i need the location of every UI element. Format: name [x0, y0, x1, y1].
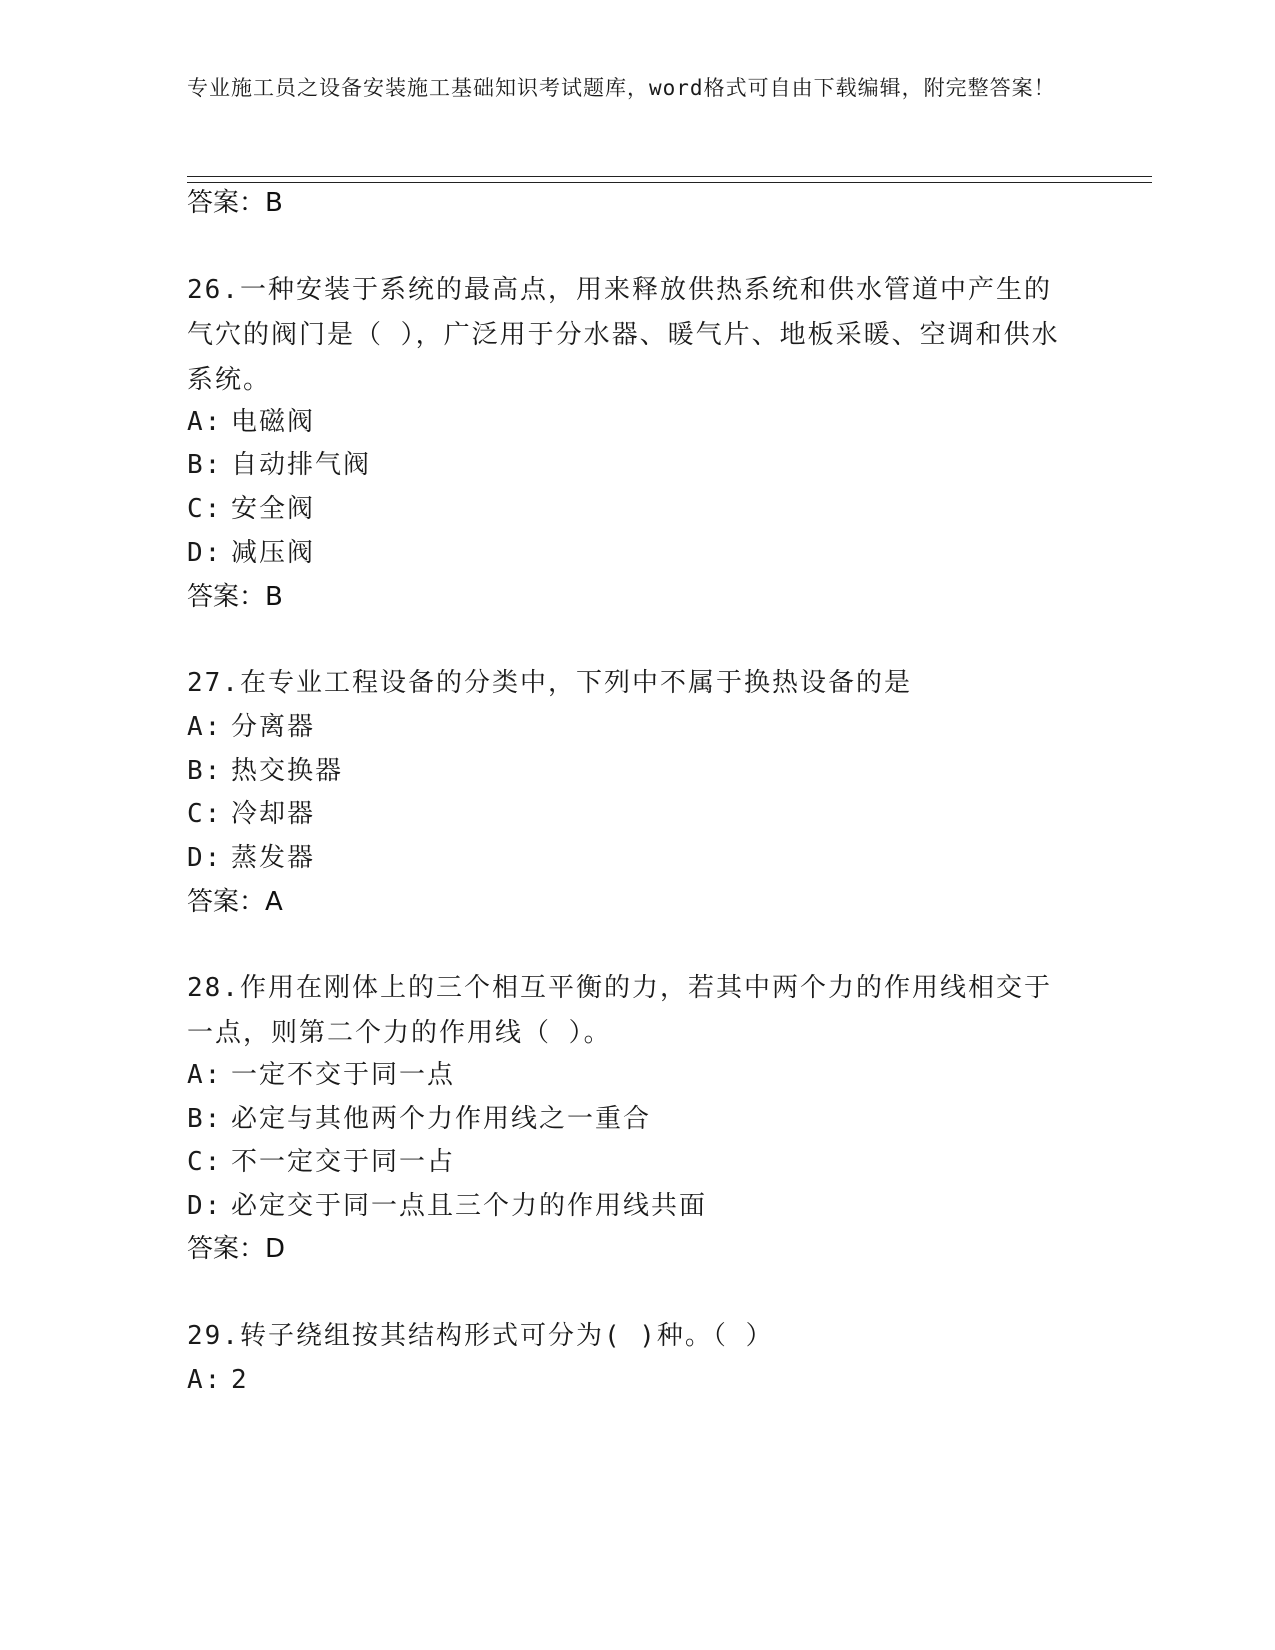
option-item [187, 492, 315, 526]
option-item [187, 405, 315, 439]
option-text: 不一定交于同一占 [231, 1147, 456, 1177]
option-item [187, 1058, 455, 1092]
option-letter: C: [187, 799, 223, 829]
question-text: 29.转子绕组按其结构形式可分为( )种。（ ） [187, 1321, 774, 1351]
question-text: 27.在专业工程设备的分类中，下列中不属于换热设备的是 [187, 668, 912, 698]
option-text: 一定不交于同一点 [231, 1060, 456, 1090]
option-letter: C: [187, 494, 223, 524]
option-letter: D: [187, 843, 223, 873]
header-divider-bottom [187, 182, 1152, 183]
option-item [187, 1145, 455, 1179]
option-item [187, 797, 315, 831]
option-item [187, 1363, 249, 1397]
option-item [187, 754, 343, 788]
option-letter: A: [187, 1365, 223, 1395]
option-text: 热交换器 [231, 756, 344, 786]
answer-line: 答案：D [187, 1234, 286, 1264]
question-text: 26.一种安装于系统的最高点，用来释放供热系统和供水管道中产生的气穴的阀门是（ ），广泛用于分水器、暖气片、地板采暖、空调和供水系统。 [187, 275, 1060, 395]
option-text: 必定交于同一点且三个力的作用线共面 [231, 1191, 708, 1221]
header-divider-top [187, 176, 1152, 177]
answer-line: 答案：A [187, 887, 283, 917]
option-letter: C: [187, 1147, 223, 1177]
option-item [187, 1189, 707, 1223]
page-header: 专业施工员之设备安装施工基础知识考试题库，word格式可自由下载编辑，附完整答案！ [187, 76, 1056, 100]
option-letter: A: [187, 1060, 223, 1090]
option-item [187, 841, 315, 875]
option-text: 蒸发器 [231, 843, 316, 873]
option-text: 自动排气阀 [231, 450, 372, 480]
option-letter: B: [187, 450, 223, 480]
answer-line: 答案：B [187, 582, 283, 612]
option-item [187, 448, 371, 482]
option-text: 2 [231, 1365, 249, 1395]
option-letter: A: [187, 407, 223, 437]
option-item [187, 1102, 651, 1136]
option-text: 电磁阀 [231, 407, 316, 437]
answer-line: 答案：B [187, 188, 283, 218]
option-text: 安全阀 [231, 494, 316, 524]
option-letter: B: [187, 1104, 223, 1134]
option-letter: D: [187, 538, 223, 568]
option-letter: A: [187, 712, 223, 742]
option-item [187, 536, 315, 570]
option-item [187, 710, 315, 744]
option-text: 冷却器 [231, 799, 316, 829]
question-text: 28.作用在刚体上的三个相互平衡的力，若其中两个力的作用线相交于一点，则第二个力的作用线（ ）。 [187, 973, 1052, 1048]
option-letter: B: [187, 756, 223, 786]
option-letter: D: [187, 1191, 223, 1221]
option-text: 减压阀 [231, 538, 316, 568]
option-text: 分离器 [231, 712, 316, 742]
option-text: 必定与其他两个力作用线之一重合 [231, 1104, 652, 1134]
